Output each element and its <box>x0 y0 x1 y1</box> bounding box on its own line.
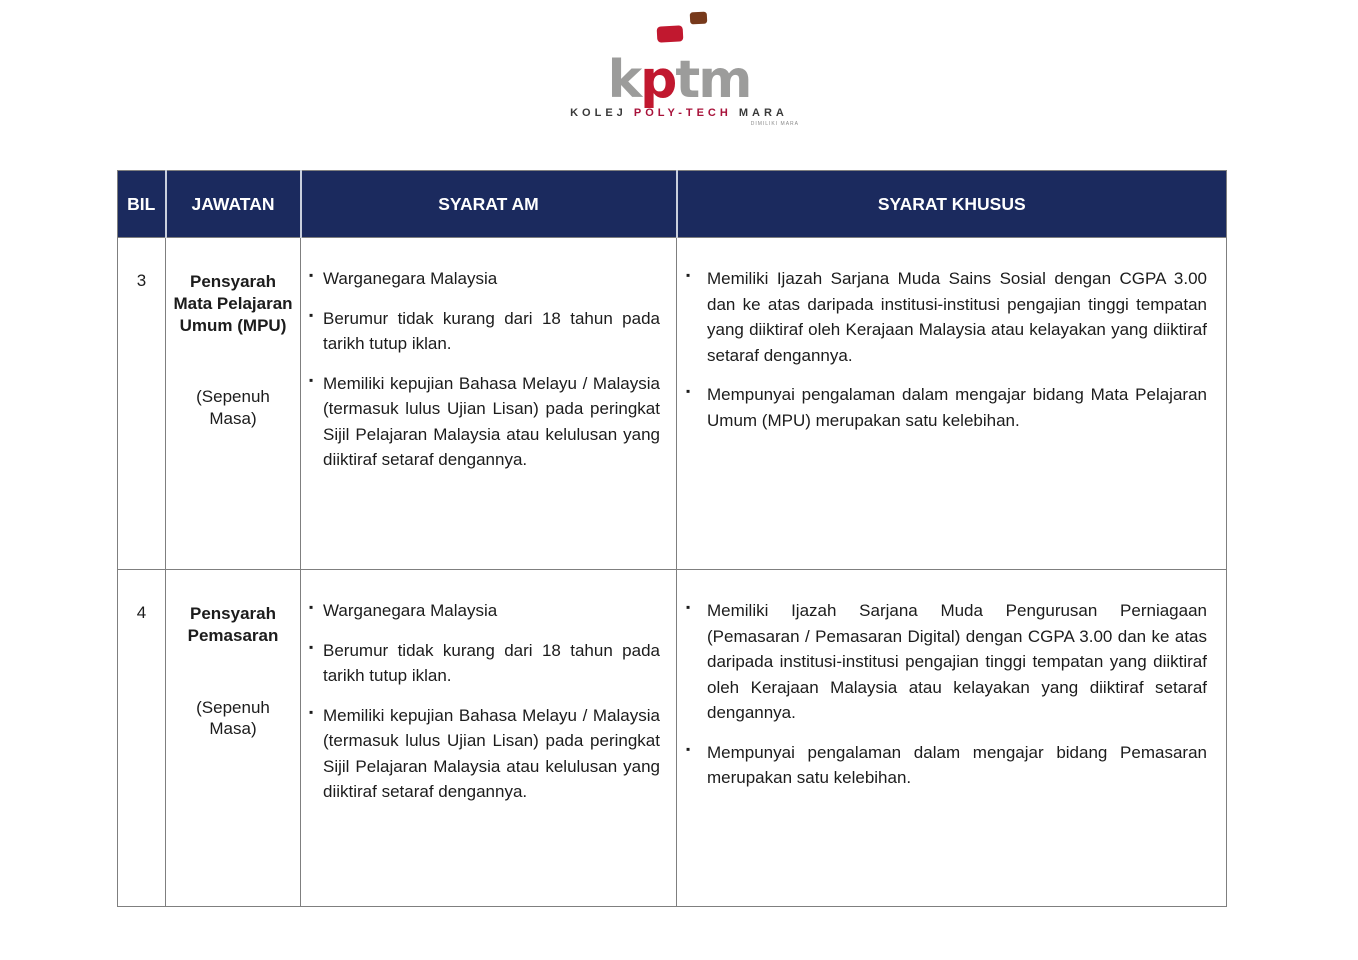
logo-brown-square-icon <box>690 12 708 25</box>
col-header-syarat-am: SYARAT AM <box>301 171 677 238</box>
job-employment-type: (Sepenuh Masa) <box>196 387 270 428</box>
table-row <box>118 238 1227 570</box>
requirement-item: ▪ Memiliki Ijazah Sarjana Muda Sains Sosial dengan CGPA 3.00 dan ke atas daripada institusi-institusi pengajian tinggi tempatan yang diiktiraf oleh Kerajaan Malaysia atau kelayakan yang diiktiraf setaraf dengannya. <box>686 266 1207 368</box>
requirement-item: ▪ Mempunyai pengalaman dalam mengajar bidang Pemasaran merupakan satu kelebihan. <box>686 740 1207 791</box>
table-header-row <box>118 171 1227 238</box>
logo-subtitle-polytech: POLY-TECH <box>633 107 732 119</box>
job-title: Pensyarah Mata Pelajaran Umum (MPU) <box>173 272 293 335</box>
cell-syarat-am <box>301 238 677 570</box>
cell-bil: 3 <box>118 238 166 570</box>
requirement-item: ▪ Memiliki kepujian Bahasa Melayu / Malaysia (termasuk lulus Ujian Lisan) pada peringkat Sijil Pelajaran Malaysia atau kelulusan yang diiktiraf setaraf dengannya. <box>309 703 660 805</box>
kptm-logo-mark <box>549 6 809 110</box>
logo-subtitle-mara: MARA <box>738 107 788 119</box>
cell-jawatan <box>166 238 301 570</box>
syarat-khusus-list <box>686 598 1207 791</box>
col-header-jawatan: JAWATAN <box>166 171 301 238</box>
logo-wordmark <box>549 50 809 110</box>
logo-letter-k: k <box>607 50 641 110</box>
vacancy-table <box>117 170 1227 907</box>
requirement-item: ▪ Warganegara Malaysia <box>309 598 660 624</box>
logo-red-square-icon <box>657 25 684 42</box>
table-row <box>118 570 1227 907</box>
requirement-item: ▪ Mempunyai pengalaman dalam mengajar bidang Mata Pelajaran Umum (MPU) merupakan satu kelebihan. <box>686 382 1207 433</box>
syarat-am-list <box>309 266 660 473</box>
kptm-logo <box>549 6 809 127</box>
job-title: Pensyarah Pemasaran <box>187 604 279 645</box>
syarat-khusus-list <box>686 266 1207 433</box>
requirement-item: ▪ Berumur tidak kurang dari 18 tahun pada tarikh tutup iklan. <box>309 306 660 357</box>
requirement-item: ▪ Memiliki kepujian Bahasa Melayu / Malaysia (termasuk lulus Ujian Lisan) pada peringkat Sijil Pelajaran Malaysia atau kelulusan yang diiktiraf setaraf dengannya. <box>309 371 660 473</box>
job-employment-type: (Sepenuh Masa) <box>196 697 270 739</box>
cell-syarat-khusus <box>677 570 1227 907</box>
syarat-am-list <box>309 598 660 805</box>
logo-subtitle <box>549 107 809 119</box>
logo-subtitle-kolej: KOLEJ <box>570 107 627 119</box>
cell-jawatan <box>166 570 301 907</box>
requirement-item: ▪ Berumur tidak kurang dari 18 tahun pada tarikh tutup iklan. <box>309 638 660 689</box>
cell-bil: 4 <box>118 570 166 907</box>
cell-syarat-khusus <box>677 238 1227 570</box>
cell-syarat-am <box>301 570 677 907</box>
logo-letters-tm: tm <box>675 50 751 110</box>
logo-letter-p: p <box>640 50 676 110</box>
logo-fineprint: DIMILIKI MARA <box>750 121 799 127</box>
col-header-bil: BIL <box>118 171 166 238</box>
requirement-item: ▪ Warganegara Malaysia <box>309 266 660 292</box>
col-header-syarat-khusus: SYARAT KHUSUS <box>677 171 1227 238</box>
requirement-item: ▪ Memiliki Ijazah Sarjana Muda Pengurusan Perniagaan (Pemasaran / Pemasaran Digital) dengan CGPA 3.00 dan ke atas daripada institusi-institusi pengajian tinggi tempatan yang diiktiraf oleh Kerajaan Malaysia atau kelayakan yang diiktiraf setaraf dengannya. <box>686 598 1207 726</box>
